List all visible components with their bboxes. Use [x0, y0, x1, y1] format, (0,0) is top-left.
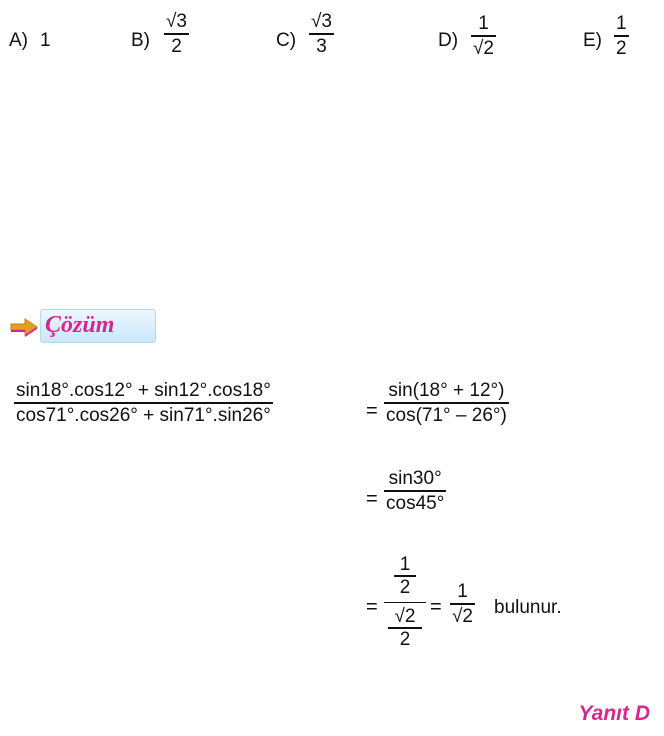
step1-right-fraction — [384, 379, 509, 427]
choice-c-numerator: √3 — [311, 11, 332, 32]
choice-b-numerator: √3 — [166, 11, 187, 32]
step3-bottom-denominator: 2 — [399, 628, 411, 650]
step3-top-numerator: 1 — [399, 554, 411, 575]
step1-left-fraction — [14, 379, 273, 427]
choice-e-denominator: 2 — [616, 37, 627, 59]
step2-fraction — [384, 467, 446, 515]
solution-label: Çözüm — [45, 312, 115, 338]
step3-bottom-fraction — [388, 606, 422, 650]
step2-numerator: sin30° — [388, 468, 442, 489]
step3-result-denominator: √2 — [452, 605, 473, 627]
solution-badge — [40, 309, 156, 343]
choice-d-numerator: 1 — [478, 13, 489, 34]
choice-a-value: 1 — [40, 30, 51, 51]
step1-right-denominator: cos(71° – 26°) — [386, 404, 507, 426]
choice-e-letter: E) — [583, 30, 602, 51]
choice-c-fraction — [309, 10, 334, 58]
equals-sign: = — [430, 596, 442, 618]
main-fraction-bar — [384, 602, 426, 604]
step3-top-denominator: 2 — [399, 576, 411, 598]
choice-d-denominator: √2 — [473, 37, 494, 59]
step1-left-denominator: cos71°.cos26° + sin71°.sin26° — [16, 404, 271, 426]
step3-result-fraction — [450, 580, 475, 628]
choice-c-letter: C) — [276, 30, 297, 51]
step3-bottom-numerator: √2 — [394, 606, 416, 627]
step3-compound-fraction — [384, 554, 426, 651]
step2-denominator: cos45° — [386, 492, 445, 514]
equals-sign: = — [366, 488, 378, 510]
choice-e-fraction — [614, 12, 629, 60]
step1-left-numerator: sin18°.cos12° + sin12°.cos18° — [16, 380, 271, 401]
choice-a-letter: A) — [9, 30, 28, 51]
equals-sign: = — [366, 596, 378, 618]
choice-d-fraction — [471, 12, 496, 60]
choice-b-fraction — [164, 10, 189, 58]
choice-d-letter: D) — [438, 30, 459, 51]
step1-right-numerator: sin(18° + 12°) — [388, 380, 505, 401]
step3-result-numerator: 1 — [457, 581, 468, 602]
result-suffix: bulunur. — [494, 597, 562, 618]
arrow-right-icon — [9, 316, 39, 338]
step3-top-fraction — [394, 554, 416, 598]
choice-c-denominator: 3 — [316, 35, 327, 57]
equals-sign: = — [366, 400, 378, 422]
answer-label: Yanıt D — [578, 702, 650, 725]
choice-e-numerator: 1 — [616, 13, 627, 34]
choice-b-denominator: 2 — [171, 35, 182, 57]
choice-b-letter: B) — [131, 30, 150, 51]
